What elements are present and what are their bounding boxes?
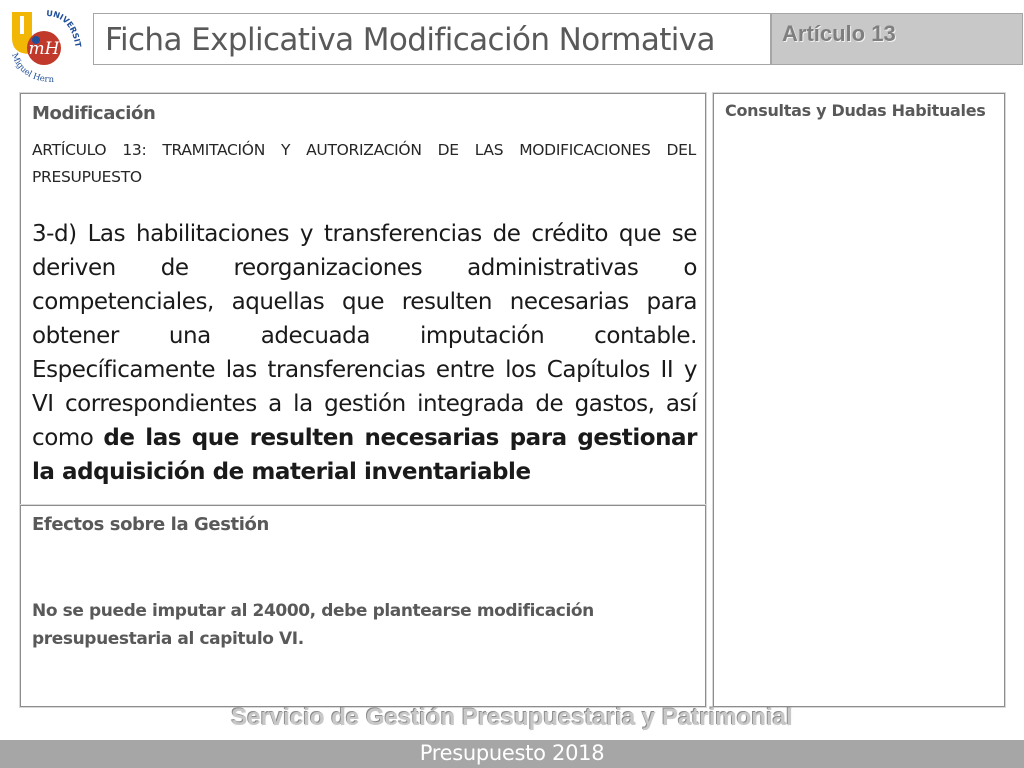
modificacion-body-bold: de las que resulten necesarias para gestionar la adquisición de material inventariable bbox=[32, 425, 697, 485]
article-box bbox=[771, 13, 1023, 65]
university-logo bbox=[6, 6, 88, 86]
logo-monogram: mH bbox=[28, 39, 60, 59]
efectos-heading: Efectos sobre la Gestión bbox=[32, 514, 269, 535]
efectos-text: No se puede imputar al 24000, debe plantearse modificación presupuestaria al capitulo VI. bbox=[32, 601, 594, 649]
modificacion-heading: Modificación bbox=[32, 103, 156, 124]
article-title: ARTÍCULO 13: TRAMITACIÓN Y AUTORIZACIÓN DE LAS MODIFICACIONES DEL PRESUPUESTO bbox=[32, 141, 696, 186]
article-label: Artículo 13 bbox=[782, 21, 896, 46]
efectos-panel bbox=[20, 505, 706, 707]
footer-service-name: Servicio de Gestión Presupuestaria y Patrimonial bbox=[231, 704, 793, 731]
consultas-heading: Consultas y Dudas Habituales bbox=[725, 101, 986, 120]
footer-year-label: Presupuesto 2018 bbox=[419, 741, 605, 765]
consultas-panel bbox=[713, 93, 1005, 707]
logo-university-text: UNIVERSIT bbox=[45, 8, 83, 48]
logo-name-text: Miguel Hern bbox=[9, 51, 55, 86]
title-box bbox=[93, 13, 771, 65]
modificacion-panel bbox=[20, 93, 706, 505]
modificacion-body-plain: 3-d) Las habilitaciones y transferencias de crédito que se deriven de reorganizaciones administrativas o competenciales, aquellas que resulten necesarias para obtener una adecuada imputación contable. Específicamente las transferencias entre los Capítulos II y VI correspondientes a la gestión integrada de gastos, así como bbox=[32, 221, 697, 451]
modificacion-body bbox=[32, 217, 697, 489]
page-title: Ficha Explicativa Modificación Normativa bbox=[105, 22, 715, 58]
